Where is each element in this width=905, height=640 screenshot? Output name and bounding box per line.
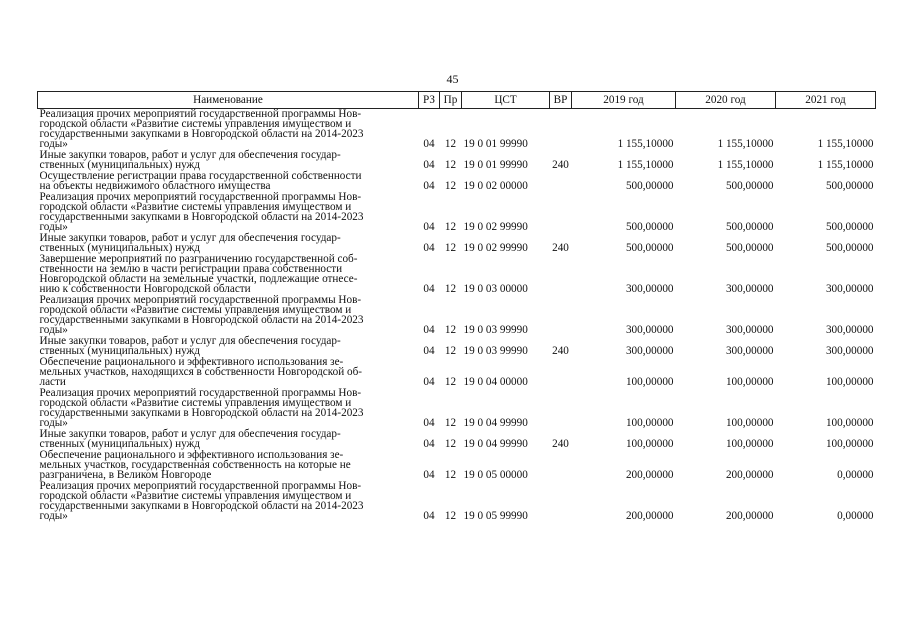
row-name-line: разграничена, в Великом Новгороде xyxy=(39,469,212,481)
row-name-line: годы» xyxy=(39,221,68,233)
row-vr xyxy=(550,171,572,192)
row-rz: 04 xyxy=(423,417,435,429)
row-value-2019: 300,00000 xyxy=(625,324,674,336)
table-row xyxy=(38,171,876,192)
header-year-2021: 2021 год xyxy=(776,92,876,109)
table-row xyxy=(38,295,876,336)
row-value-2020: 1 155,10000 xyxy=(717,159,774,171)
header-year-2020: 2020 год xyxy=(676,92,776,109)
row-name-line: государственными закупками в Новгородской области на 2014-2023 xyxy=(39,314,364,326)
row-name xyxy=(38,429,419,450)
row-name-line: Иные закупки товаров, работ и услуг для обеспечения государ- xyxy=(39,149,341,161)
row-value-2020: 100,00000 xyxy=(725,438,774,450)
row-cst: 19 0 03 99990 xyxy=(463,324,528,336)
row-vr: 240 xyxy=(552,438,569,450)
row-cst: 19 0 03 99990 xyxy=(463,345,528,357)
row-value-2019: 500,00000 xyxy=(625,221,674,233)
row-name-line: нию к собственности Новгородской области xyxy=(39,283,251,295)
row-value-2019: 1 155,10000 xyxy=(617,159,674,171)
row-name-line: государственными закупками в Новгородской области на 2014-2023 xyxy=(39,500,364,512)
row-value-2020: 200,00000 xyxy=(725,510,774,522)
row-cst: 19 0 04 99990 xyxy=(463,438,528,450)
row-pr: 12 xyxy=(444,138,457,150)
row-value-2021: 100,00000 xyxy=(825,438,874,450)
row-value-2020: 300,00000 xyxy=(725,283,774,295)
row-value-2019: 500,00000 xyxy=(625,180,674,192)
row-pr: 12 xyxy=(444,221,457,233)
row-name-line: на объекты недвижимого областного имущества xyxy=(39,180,271,192)
table-header-row xyxy=(38,92,876,109)
row-pr: 12 xyxy=(444,469,457,481)
row-value-2019: 300,00000 xyxy=(625,283,674,295)
row-value-2019: 100,00000 xyxy=(625,417,674,429)
row-name-line: ственных (муниципальных) нужд xyxy=(39,438,200,450)
row-pr: 12 xyxy=(444,510,457,522)
row-rz: 04 xyxy=(423,324,435,336)
row-value-2021: 100,00000 xyxy=(825,417,874,429)
row-name-line: годы» xyxy=(39,417,68,429)
row-rz: 04 xyxy=(423,469,435,481)
row-rz: 04 xyxy=(423,510,435,522)
row-rz: 04 xyxy=(423,345,435,357)
row-cst: 19 0 01 99990 xyxy=(463,159,528,171)
row-name xyxy=(38,450,419,481)
table-row xyxy=(38,357,876,388)
row-cst: 19 0 05 99990 xyxy=(463,510,528,522)
row-name-line: государственными закупками в Новгородской области на 2014-2023 xyxy=(39,407,364,419)
row-name-line: Реализация прочих мероприятий государственной программы Нов- xyxy=(39,191,362,203)
row-name-line: Реализация прочих мероприятий государственной программы Нов- xyxy=(39,108,362,120)
row-rz: 04 xyxy=(423,242,435,254)
row-pr: 12 xyxy=(444,345,457,357)
row-value-2020: 500,00000 xyxy=(725,242,774,254)
table-row xyxy=(38,481,876,522)
row-name-line: городской области «Развитие системы управления имуществом и xyxy=(39,304,352,316)
row-vr xyxy=(550,481,572,522)
row-name-line: Иные закупки товаров, работ и услуг для обеспечения государ- xyxy=(39,428,341,440)
row-vr: 240 xyxy=(552,345,569,357)
row-name xyxy=(38,336,419,357)
row-value-2021: 300,00000 xyxy=(825,324,874,336)
row-name-line: Новгородской области на земельные участки, подлежащие отнесе- xyxy=(39,273,358,285)
row-cst: 19 0 02 99990 xyxy=(463,242,528,254)
row-name xyxy=(38,295,419,336)
row-vr xyxy=(550,192,572,233)
row-value-2021: 300,00000 xyxy=(825,283,874,295)
row-name-line: государственными закупками в Новгородской области на 2014-2023 xyxy=(39,128,364,140)
row-cst: 19 0 05 00000 xyxy=(463,469,528,481)
row-value-2019: 300,00000 xyxy=(625,345,674,357)
row-name-line: городской области «Развитие системы управления имуществом и xyxy=(39,490,352,502)
row-value-2021: 0,00000 xyxy=(837,469,874,481)
row-value-2020: 200,00000 xyxy=(725,469,774,481)
row-pr: 12 xyxy=(444,324,457,336)
row-name xyxy=(38,254,419,295)
row-name-line: мельных участков, государственная собственность на которые не xyxy=(39,459,351,471)
row-name xyxy=(38,233,419,254)
row-name-line: годы» xyxy=(39,324,68,336)
header-cst: ЦСТ xyxy=(462,92,550,109)
row-value-2019: 200,00000 xyxy=(625,510,674,522)
row-name-line: Осуществление регистрации права государственной собственности xyxy=(39,170,362,182)
row-name-line: мельных участков, находящихся в собственности Новгородской об- xyxy=(39,366,363,378)
row-value-2020: 500,00000 xyxy=(725,221,774,233)
row-cst: 19 0 03 00000 xyxy=(463,283,528,295)
row-pr: 12 xyxy=(444,438,457,450)
table-row xyxy=(38,192,876,233)
table-row xyxy=(38,150,876,171)
header-vr: ВР xyxy=(550,92,572,109)
row-name-line: Реализация прочих мероприятий государственной программы Нов- xyxy=(39,294,362,306)
table-row xyxy=(38,388,876,429)
row-pr: 12 xyxy=(444,283,457,295)
table-row xyxy=(38,429,876,450)
row-cst: 19 0 01 99990 xyxy=(463,138,528,150)
row-vr xyxy=(550,109,572,151)
row-value-2021: 300,00000 xyxy=(825,345,874,357)
row-value-2020: 1 155,10000 xyxy=(717,138,774,150)
row-name-line: государственными закупками в Новгородской области на 2014-2023 xyxy=(39,211,364,223)
row-value-2019: 500,00000 xyxy=(625,242,674,254)
row-name xyxy=(38,357,419,388)
row-value-2020: 500,00000 xyxy=(725,180,774,192)
table-row xyxy=(38,233,876,254)
row-rz: 04 xyxy=(423,283,435,295)
row-value-2021: 500,00000 xyxy=(825,221,874,233)
row-name-line: ственных (муниципальных) нужд xyxy=(39,159,200,171)
row-value-2021: 500,00000 xyxy=(825,242,874,254)
row-rz: 04 xyxy=(423,180,435,192)
row-name-line: Обеспечение рационального и эффективного использования зе- xyxy=(39,356,344,368)
row-name-line: Завершение мероприятий по разграничению государственной соб- xyxy=(39,253,358,265)
row-value-2020: 100,00000 xyxy=(725,417,774,429)
row-name-line: ственности на землю в части регистрации права собственности xyxy=(39,263,343,275)
row-name-line: годы» xyxy=(39,138,68,150)
row-name-line: Иные закупки товаров, работ и услуг для обеспечения государ- xyxy=(39,232,341,244)
row-name-line: ласти xyxy=(39,376,66,388)
header-pr: Пр xyxy=(440,92,462,109)
row-cst: 19 0 04 99990 xyxy=(463,417,528,429)
row-cst: 19 0 02 00000 xyxy=(463,180,528,192)
row-name-line: годы» xyxy=(39,510,68,522)
row-vr xyxy=(550,357,572,388)
row-vr: 240 xyxy=(552,242,569,254)
row-value-2019: 200,00000 xyxy=(625,469,674,481)
row-rz: 04 xyxy=(423,159,435,171)
row-cst: 19 0 02 99990 xyxy=(463,221,528,233)
table-row xyxy=(38,450,876,481)
row-vr xyxy=(550,450,572,481)
row-name-line: ственных (муниципальных) нужд xyxy=(39,242,200,254)
header-rz: РЗ xyxy=(419,92,440,109)
row-value-2021: 100,00000 xyxy=(825,376,874,388)
budget-table xyxy=(37,91,876,522)
row-pr: 12 xyxy=(444,242,457,254)
row-name xyxy=(38,171,419,192)
row-name-line: Иные закупки товаров, работ и услуг для обеспечения государ- xyxy=(39,335,341,347)
header-year-2019: 2019 год xyxy=(572,92,676,109)
row-value-2019: 100,00000 xyxy=(625,376,674,388)
row-vr xyxy=(550,254,572,295)
row-value-2019: 1 155,10000 xyxy=(617,138,674,150)
row-pr: 12 xyxy=(444,417,457,429)
row-rz: 04 xyxy=(423,221,435,233)
row-name xyxy=(38,150,419,171)
row-rz: 04 xyxy=(423,376,435,388)
row-vr xyxy=(550,295,572,336)
row-pr: 12 xyxy=(444,180,457,192)
row-name-line: Реализация прочих мероприятий государственной программы Нов- xyxy=(39,480,362,492)
row-value-2021: 1 155,10000 xyxy=(817,138,874,150)
row-name-line: городской области «Развитие системы управления имуществом и xyxy=(39,201,352,213)
header-name: Наименование xyxy=(38,92,419,109)
row-name-line: городской области «Развитие системы управления имуществом и xyxy=(39,397,352,409)
table-body xyxy=(38,109,876,523)
row-cst: 19 0 04 00000 xyxy=(463,376,528,388)
row-name-line: ственных (муниципальных) нужд xyxy=(39,345,200,357)
row-value-2020: 100,00000 xyxy=(725,376,774,388)
row-value-2021: 0,00000 xyxy=(837,510,874,522)
row-name xyxy=(38,109,419,151)
row-vr: 240 xyxy=(552,159,569,171)
row-value-2021: 500,00000 xyxy=(825,180,874,192)
row-name xyxy=(38,481,419,522)
row-pr: 12 xyxy=(444,376,457,388)
row-name-line: Обеспечение рационального и эффективного использования зе- xyxy=(39,449,344,461)
row-name-line: городской области «Развитие системы управления имуществом и xyxy=(39,118,352,130)
row-value-2020: 300,00000 xyxy=(725,345,774,357)
row-name xyxy=(38,192,419,233)
table-row xyxy=(38,336,876,357)
row-name xyxy=(38,388,419,429)
row-rz: 04 xyxy=(423,438,435,450)
row-value-2019: 100,00000 xyxy=(625,438,674,450)
row-vr xyxy=(550,388,572,429)
page-number: 45 xyxy=(446,72,459,86)
row-rz: 04 xyxy=(423,138,435,150)
table-row xyxy=(38,254,876,295)
row-value-2020: 300,00000 xyxy=(725,324,774,336)
row-name-line: Реализация прочих мероприятий государственной программы Нов- xyxy=(39,387,362,399)
row-value-2021: 1 155,10000 xyxy=(817,159,874,171)
table-row xyxy=(38,109,876,151)
row-pr: 12 xyxy=(444,159,457,171)
